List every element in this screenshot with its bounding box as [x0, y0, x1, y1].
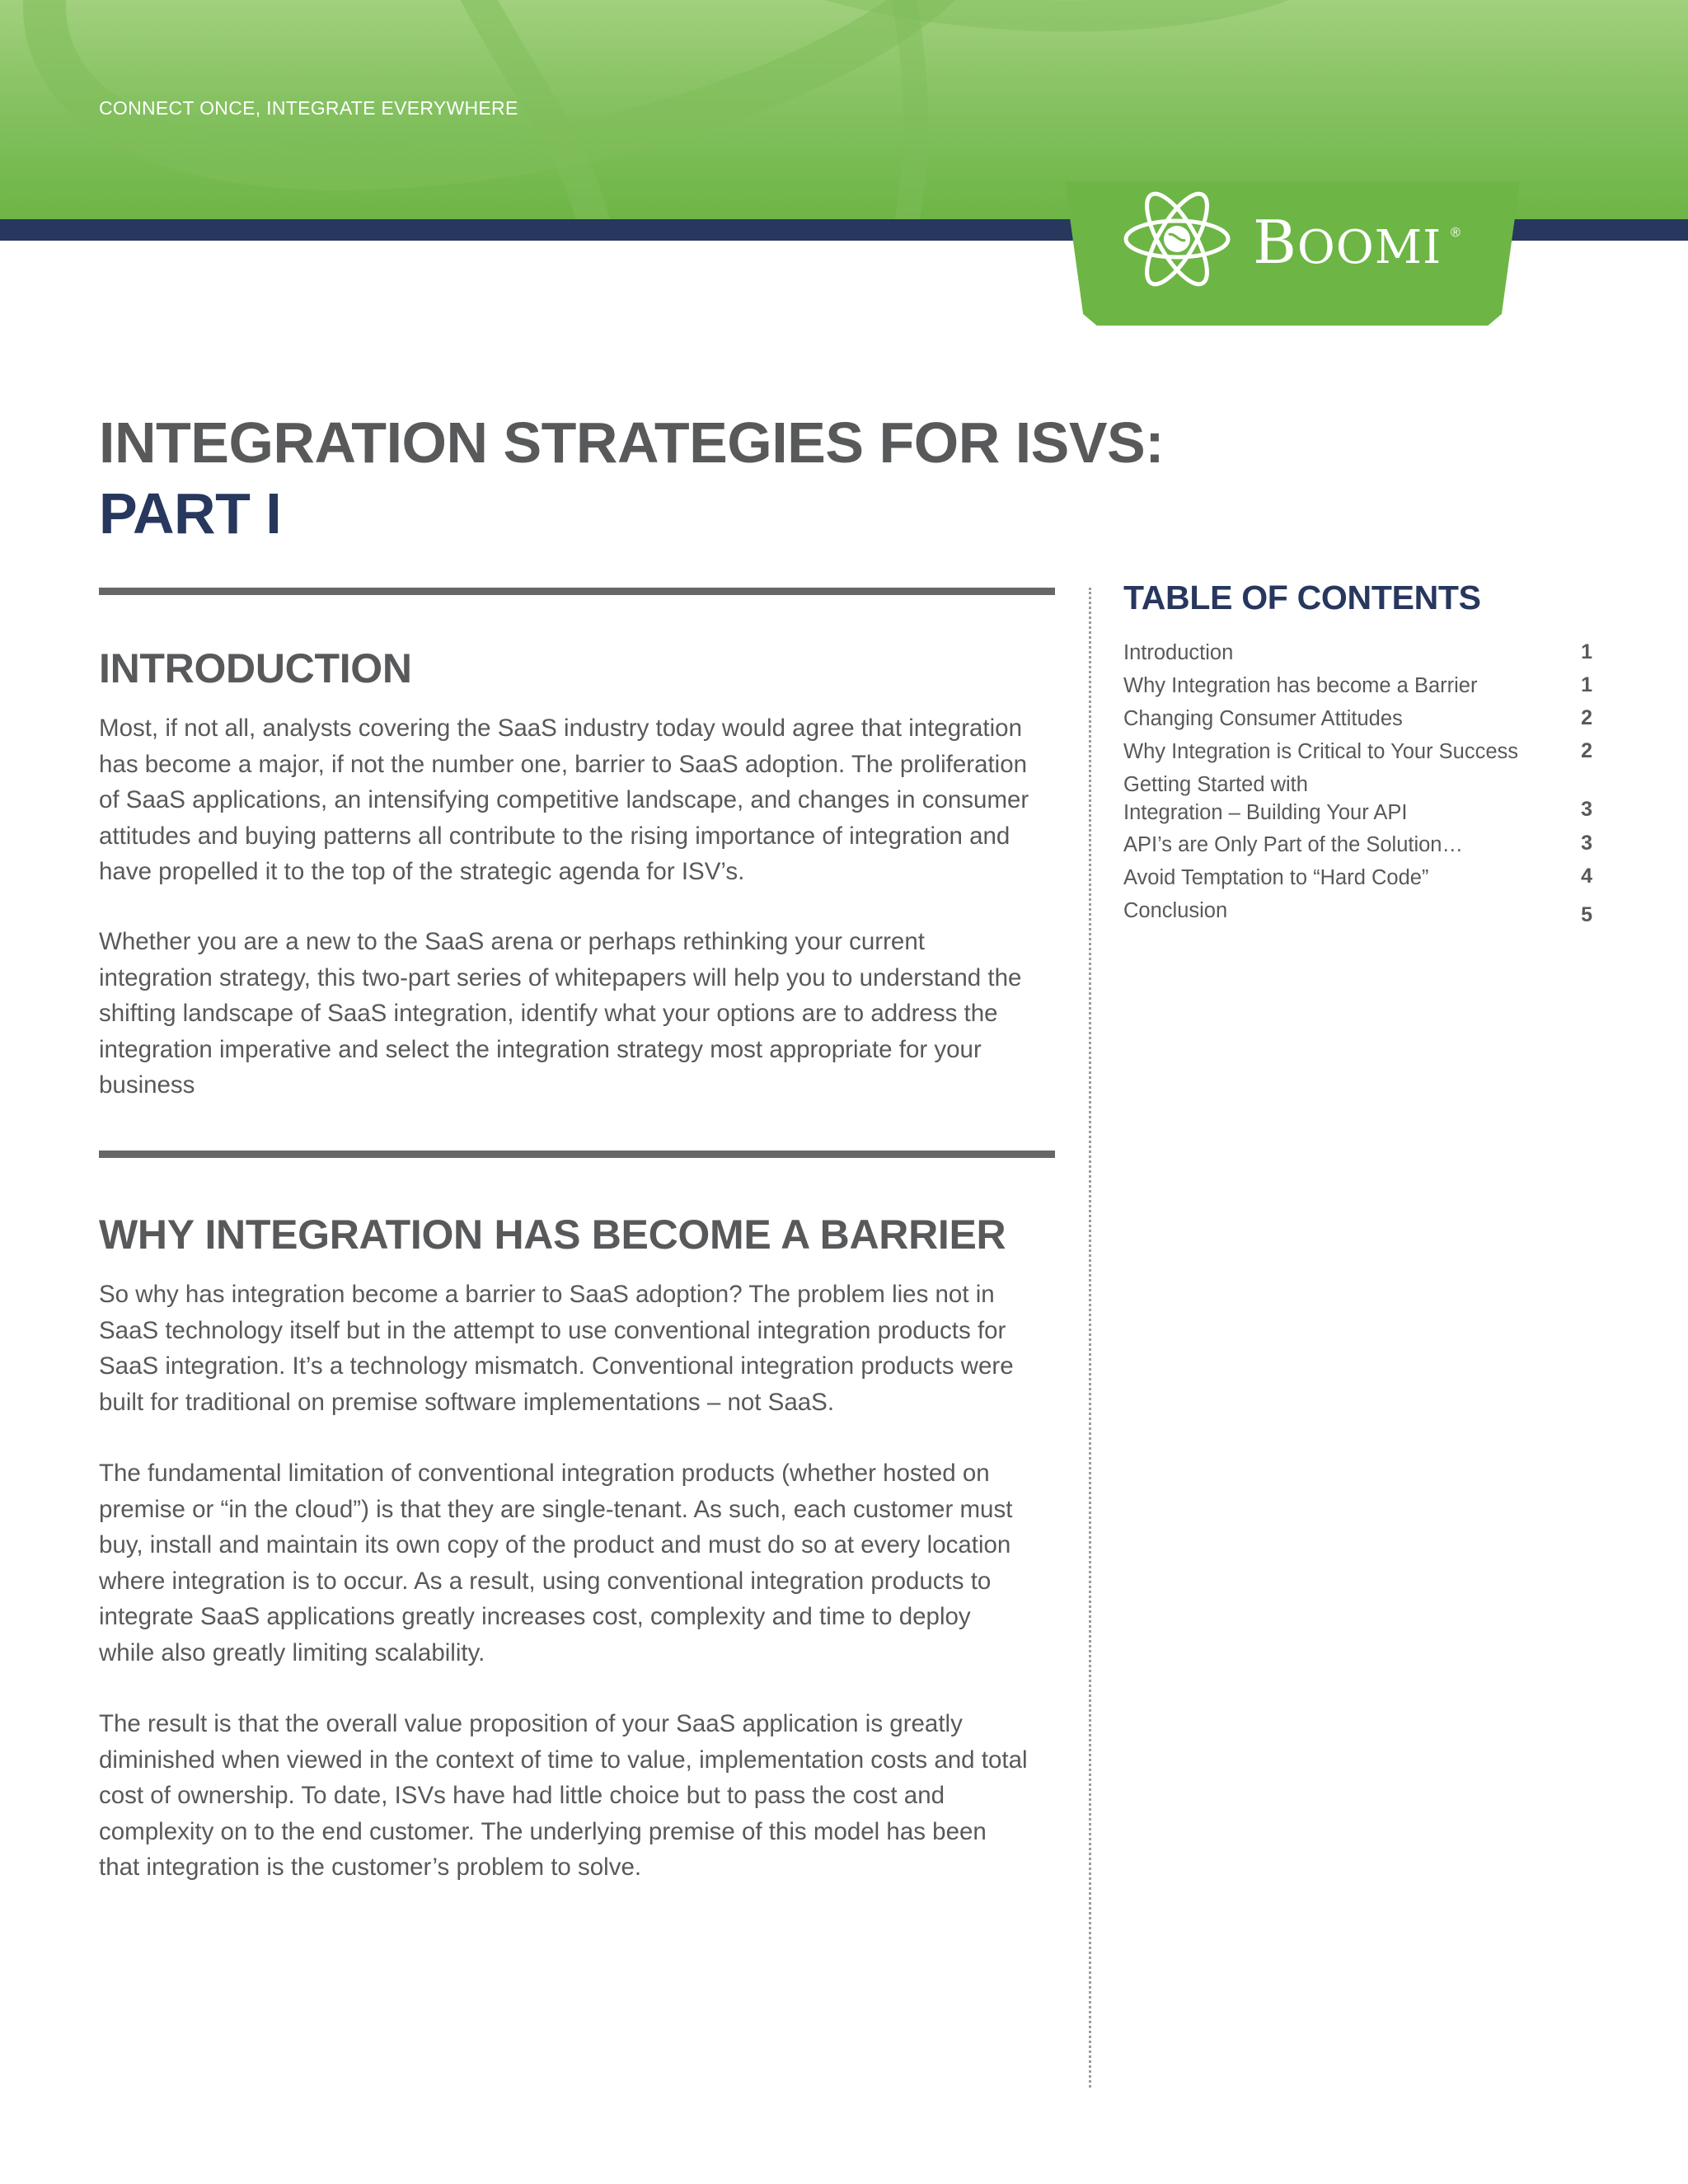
toc-page-number: 5	[1581, 903, 1592, 926]
section-rule-top	[99, 588, 1055, 595]
barrier-paragraph-2: The fundamental limitation of conventional integration products (whether hosted on premise or “in the cloud”) is that they are single-tenant. As such, each customer must buy, install and maintain its own copy of the product and must do so at every location where integration is to occur. As a result, using conventional integration products to integrate SaaS applications greatly increases cost, complexity and time to deploy while also greatly limiting scalability.	[99, 1460, 1013, 1666]
toc-page-number: 4	[1581, 865, 1592, 888]
toc-item-hard-code[interactable]: Avoid Temptation to “Hard Code”	[1123, 866, 1429, 889]
introduction-paragraph-1: Most, if not all, analysts covering the SaaS industry today would agree that integration has become a major, if not the number one, barrier to SaaS adoption. The proliferation of SaaS applications, an intensifying competitive landscape, and changes in consumer attitudes and buying patterns all contribute to the rising importance of integration and have propelled it to the top of the strategic agenda for ISV’s.	[99, 715, 1029, 885]
toc-page-number: 3	[1581, 798, 1592, 821]
toc-item-critical-to-success[interactable]: Why Integration is Critical to Your Success	[1123, 740, 1519, 763]
barrier-paragraph-1: So why has integration become a barrier to SaaS adoption? The problem lies not in SaaS technology itself but in the attempt to use conventional integration products for SaaS integration. It’s a technology mismatch. Conventional integration products were built for traditional on premise software implementations – not SaaS.	[99, 1281, 1014, 1416]
barrier-paragraph-3: The result is that the overall value proposition of your SaaS application is greatly diminished when viewed in the context of time to value, implementation costs and total cost of ownership. To date, ISVs have had little choice but to pass the cost and complexity on to the end customer. The underlying premise of this model has been that integration is the customer’s problem to solve.	[99, 1710, 1028, 1881]
toc-page-number: 1	[1581, 640, 1592, 663]
column-divider	[1089, 588, 1091, 2088]
toc-item-building-api[interactable]	[1123, 771, 1588, 827]
toc-item-conclusion[interactable]: Conclusion	[1123, 899, 1228, 922]
title-line-1: INTEGRATION STRATEGIES FOR ISVS:	[99, 410, 1165, 475]
header-tagline: CONNECT ONCE, INTEGRATE EVERYWHERE	[99, 97, 518, 119]
toc-heading: TABLE OF CONTENTS	[1123, 579, 1481, 616]
toc-item-consumer-attitudes[interactable]: Changing Consumer Attitudes	[1123, 707, 1403, 730]
logo-registered-mark: ®	[1451, 226, 1461, 240]
introduction-paragraph-2: Whether you are a new to the SaaS arena or perhaps rethinking your current integration strategy, this two-part series of whitepapers will help you to understand the shifting landscape of SaaS integration, identify what your options are to address the integration imperative and select the integration strategy most appropriate for your business	[99, 928, 1022, 1099]
toc-item-apis-part-of-solution[interactable]: API’s are Only Part of the Solution…	[1123, 833, 1463, 856]
toc-item-introduction[interactable]: Introduction	[1123, 641, 1234, 664]
boomi-wordmark	[1253, 208, 1442, 277]
toc-item-barrier[interactable]: Why Integration has become a Barrier	[1123, 674, 1478, 697]
toc-page-number: 3	[1581, 832, 1592, 855]
boomi-atom-icon	[1119, 185, 1235, 293]
barrier-heading: WHY INTEGRATION HAS BECOME A BARRIER	[99, 1212, 1006, 1258]
title-line-2: PART I	[99, 481, 282, 546]
toc-page-number: 2	[1581, 706, 1592, 729]
section-rule-middle	[99, 1151, 1055, 1158]
logo-letters-rest: OOMI	[1296, 221, 1442, 274]
introduction-heading: INTRODUCTION	[99, 645, 412, 691]
toc-item-building-api-line-2: Integration – Building Your API	[1123, 801, 1408, 824]
toc-item-building-api-line-1: Getting Started with	[1123, 773, 1308, 796]
toc-page-number: 1	[1581, 673, 1592, 696]
page-title	[99, 407, 1164, 549]
logo-letter-b: B	[1253, 208, 1297, 277]
toc-page-number: 2	[1581, 739, 1592, 762]
